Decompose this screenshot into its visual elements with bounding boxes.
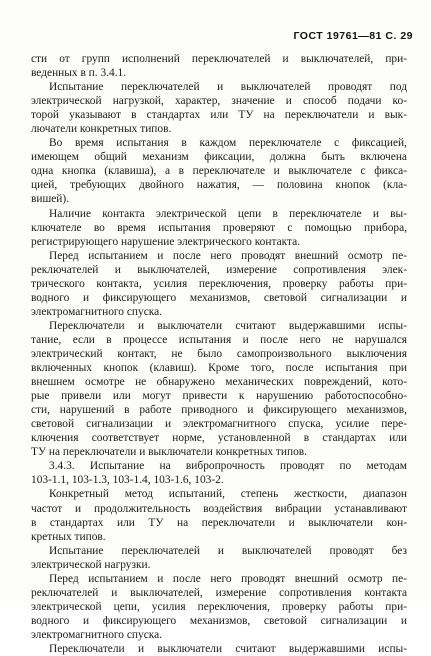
- text-line: внешнем осмотре не обнаружено механических повреждений, кото-: [31, 376, 407, 389]
- text-line: сти, нарушений в работе приводного и фиксирующего механизмов,: [31, 404, 407, 417]
- text-line: ТУ на переключатели и выключатели конкретных типов.: [31, 446, 308, 459]
- text-line: тание, если в процессе испытания и после него не нарушался: [31, 333, 407, 346]
- text-line: сти от групп исполнений переключателей и выключателей, при-: [31, 53, 407, 65]
- text-line: 103-1.1, 103-1.3, 103-1.4, 103-1.6, 103-2.: [31, 474, 224, 487]
- text-line: электрической нагрузки.: [31, 558, 151, 571]
- text-line: Испытание переключателей и выключателей проводят без: [49, 544, 407, 557]
- text-line: лючатели конкретных типов.: [31, 123, 172, 136]
- text-line: электрической нагрузкой, характер, значение и способ подачи ко-: [31, 95, 407, 108]
- text-line: ключателе во время испытания проверяют с помощью прибора,: [31, 221, 407, 234]
- text-line: регистрирующего нарушение электрического контакта.: [31, 235, 301, 248]
- text-line: рые привели или могут привести к нарушению работоспособно-: [31, 390, 407, 403]
- text-line: Переключатели и выключатели считают выдержавшими испы-: [49, 642, 407, 655]
- text-line: веденных в п. 3.4.1.: [31, 67, 127, 80]
- text-line: электромагнитного спуска.: [31, 305, 163, 318]
- text-line: в стандартах или ТУ на переключатели и выключатели кон-: [31, 516, 407, 529]
- text-line: 3.4.3. Испытание на вибропрочность проводят по методам: [49, 460, 407, 473]
- text-line: водного и фиксирующего механизмов, световой сигнализации и: [31, 614, 407, 627]
- text-line: Переключатели и выключатели считают выдержавшими испы-: [49, 319, 407, 332]
- text-line: электрической цепи, усилия переключения, проверку работы при-: [31, 600, 407, 613]
- text-line: кретных типов.: [31, 530, 106, 543]
- text-line: реключателей и выключателей, измерение сопротивления элек-: [31, 263, 407, 276]
- text-line: цией, требующих двойного нажатия, — половина кнопок (кла-: [31, 179, 407, 192]
- text-line: реключателей и выключателей, измерение сопротивления контакта: [31, 586, 407, 599]
- text-line: Наличие контакта электрической цепи в переключателе и вы-: [49, 207, 407, 220]
- text-line: одна кнопка (клавиша), а в переключателе и выключателе с фикса-: [31, 165, 407, 178]
- document-body: [31, 52, 407, 656]
- text-line: водного и фиксирующего механизмов, световой сигнализации и: [31, 291, 407, 304]
- text-line: Перед испытанием и после него проводят внешний осмотр пе-: [49, 249, 407, 262]
- text-line: электромагнитного спуска.: [31, 628, 163, 641]
- text-line: включенных кнопок (клавиш). Кроме того, после испытания при: [31, 362, 407, 375]
- text-line: Во время испытания в каждом переключателе с фиксацией,: [49, 137, 407, 150]
- text-line: ключения соответствует норме, установленной в стандартах или: [31, 432, 407, 445]
- page-header: ГОСТ 19761—81 С. 29: [293, 30, 413, 42]
- text-line: Конкретный метод испытаний, степень жесткости, диапазон: [49, 488, 407, 501]
- text-line: электрический контакт, не было самопроизвольного выключения: [31, 347, 407, 360]
- text-line: Перед испытанием и после него проводят внешний осмотр пе-: [49, 572, 407, 585]
- text-line: световой сигнализации и электромагнитного спуска, усилие пере-: [31, 418, 407, 431]
- text-line: частот и продолжительность воздействия вибрации устанавливают: [31, 502, 407, 515]
- text-line: имеющем общий механизм фиксации, должна быть включена: [31, 151, 407, 164]
- text-line: вишей).: [31, 193, 70, 206]
- text-line: трического контакта, усилия переключения, проверку работы при-: [31, 277, 407, 290]
- text-line: торой указывают в стандартах или ТУ на переключатели и вык-: [31, 109, 407, 122]
- text-line: Испытание переключателей и выключателей проводят под: [49, 81, 407, 94]
